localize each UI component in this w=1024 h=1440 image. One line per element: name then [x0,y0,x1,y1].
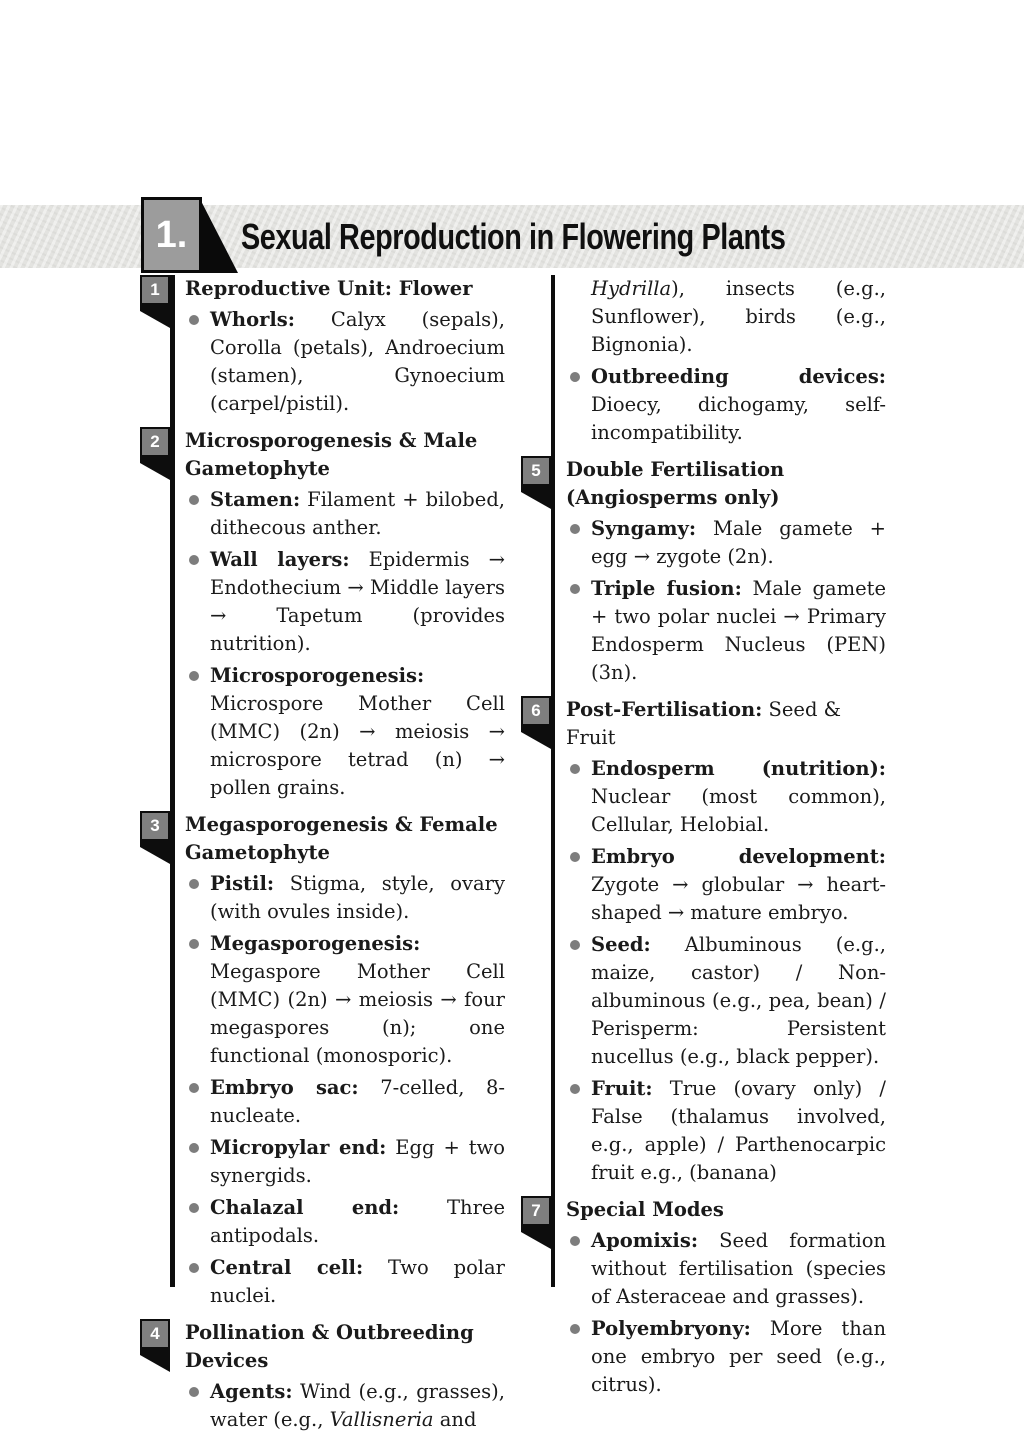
item-text [210,308,505,415]
item-text [210,664,505,799]
bullet-icon [570,940,580,950]
section-heading [185,427,505,483]
text-segment: Stamen: [210,488,301,511]
text-segment: and [433,1408,477,1431]
text-segment: Wall layers: [210,548,350,571]
section-heading [566,696,886,752]
right-column [531,275,886,1396]
text-segment: Two polar nuclei. [210,1256,505,1307]
chapter-number-badge: 1. [141,197,202,273]
section-heading [566,456,886,512]
list-item [566,363,886,447]
list-item [566,931,886,1071]
section-number-badge: 4 [140,1319,170,1349]
list-item [566,1227,886,1311]
text-segment: Chalazal end: [210,1196,400,1219]
item-text [210,1256,505,1307]
text-segment: Hydrilla [591,277,672,300]
section [150,275,505,418]
item-text [210,548,505,655]
bullet-icon [189,939,199,949]
list-item [185,1378,505,1434]
text-segment: Microsporogenesis: [210,664,425,687]
bullet-icon [570,584,580,594]
text-segment: Pollination & Outbreeding Devices [185,1321,474,1372]
text-segment: Male gamete + two polar nuclei → Primary Endosperm Nucleus (PEN) (3n). [591,577,886,684]
bullet-icon [189,671,199,681]
text-segment: Wind (e.g., grasses), water (e.g., [210,1380,505,1431]
text-segment: Embryo sac: [210,1076,359,1099]
list-item [185,870,505,926]
list-item [185,1254,505,1310]
list-item [566,1075,886,1187]
item-text [591,757,886,836]
text-segment: Stigma, style, ovary (with ovules inside). [210,872,505,923]
text-segment: Agents: [210,1380,293,1403]
text-segment: Megaspore Mother Cell (MMC) (2n) → meiosis → four megaspores (n); one functional (monosporic). [210,960,505,1067]
section [150,811,506,1310]
text-segment: Seed & Fruit [566,698,842,749]
list-item [185,1194,505,1250]
item-text [591,577,886,684]
item-text [210,1380,505,1431]
text-segment: Microspore Mother Cell (MMC) (2n) → meiosis → microspore tetrad (n) → pollen grains. [210,692,505,799]
section-number-badge: 5 [521,456,551,486]
text-segment: Special Modes [566,1198,724,1221]
section [531,1196,886,1399]
section-number-badge: 1 [140,275,170,305]
text-segment: Megasporogenesis & Female Gametophyte [185,813,498,864]
text-segment: Syngamy: [591,517,697,540]
text-segment: Nuclear (most common), Cellular, Helobial. [591,785,886,836]
section-number-badge: 7 [521,1196,551,1226]
list-item [185,1074,505,1130]
text-segment: Vallisneria [329,1408,434,1431]
list-item [185,546,505,658]
text-segment: Reproductive Unit: Flower [185,277,473,300]
item-text [591,277,886,356]
section-heading [185,811,505,867]
text-segment: Three antipodals. [210,1196,505,1247]
text-segment: Polyembryony: [591,1317,751,1340]
item-text [210,872,505,923]
bullet-icon [570,1324,580,1334]
section-number-badge: 6 [521,696,551,726]
item-text [591,845,886,924]
text-segment: Post-Fertilisation: [566,698,763,721]
item-text [210,1076,505,1127]
bullet-icon [189,1203,199,1213]
item-text [591,1229,886,1308]
text-segment: Seed formation without fertilisation (species of Asteraceae and grasses). [591,1229,886,1308]
list-item [185,1134,505,1190]
text-segment: Calyx (sepals), Corolla (petals), Androecium (stamen), Gynoecium (carpel/pistil). [210,308,505,415]
item-text [591,933,886,1068]
bullet-icon [189,1387,199,1397]
bullet-icon [189,879,199,889]
section [531,696,886,1187]
text-segment: Embryo development: [591,845,886,868]
bullet-icon [570,372,580,382]
item-text [210,932,505,1067]
bullet-icon [189,1083,199,1093]
badge-fold-icon [521,484,551,509]
section-heading [185,1319,505,1375]
list-item [185,486,505,542]
bullet-icon [189,315,199,325]
text-segment: Egg + two synergids. [210,1136,505,1187]
text-segment: Dioecy, dichogamy, self-incompatibility. [591,393,886,444]
badge-fold-icon [521,724,551,749]
text-segment: Zygote → globular → heart-shaped → mature embryo. [591,873,886,924]
text-segment: Albuminous (e.g., maize, castor) / Non-albuminous (e.g., pea, bean) / Perisperm: Persistent nucellus (e.g., black pepper). [591,933,886,1068]
list-item [185,306,505,418]
text-segment: Outbreeding devices: [591,365,886,388]
text-segment: Micropylar end: [210,1136,387,1159]
text-segment: Seed: [591,933,651,956]
text-segment: Double Fertilisation (Angiosperms only) [566,458,785,509]
text-segment: Megasporogenesis: [210,932,421,955]
chapter-title: Sexual Reproduction in Flowering Plants [241,215,786,257]
bullet-icon [570,524,580,534]
section [150,1319,505,1434]
item-text [210,1196,505,1247]
continuation-paragraph [566,275,886,359]
bullet-icon [189,1143,199,1153]
text-segment: Fruit: [591,1077,653,1100]
text-segment: Pistil: [210,872,275,895]
bullet-icon [189,495,199,505]
section [150,427,505,802]
badge-fold-icon [140,455,170,480]
text-segment: Filament + bilobed, dithecous anther. [210,488,505,539]
text-segment: Microsporogenesis & Male Gametophyte [185,429,478,480]
text-segment: Triple fusion: [591,577,742,600]
section [531,456,886,687]
badge-fold-icon [140,1347,170,1372]
list-item [566,755,886,839]
item-text [591,517,886,568]
left-column [150,275,506,1431]
bullet-icon [570,764,580,774]
text-segment: 7-celled, 8-nucleate. [210,1076,506,1127]
section [566,275,886,447]
item-text [591,1317,886,1396]
badge-fold-icon [521,1224,551,1249]
list-item [566,575,886,687]
list-item [566,843,886,927]
item-text [591,1077,886,1184]
badge-fold-icon [140,303,170,328]
section-heading [185,275,505,303]
text-segment: More than one embryo per seed (e.g., citrus). [591,1317,886,1396]
item-text [591,365,886,444]
text-segment: Whorls: [210,308,295,331]
bullet-icon [570,1236,580,1246]
list-item [566,515,886,571]
badge-fold-icon [140,839,170,864]
section-heading [566,1196,886,1224]
text-segment: ), insects (e.g., Sunflower), birds (e.g., Bignonia). [591,277,886,356]
section-number-badge: 3 [140,811,170,841]
item-text [210,1136,505,1187]
bullet-icon [570,852,580,862]
section-number-badge: 2 [140,427,170,457]
list-item [185,662,505,802]
text-segment: True (ovary only) / False (thalamus involved, e.g., apple) / Parthenocarpic fruit e.g., (banana) [591,1077,886,1184]
text-segment: Male gamete + egg → zygote (2n). [591,517,886,568]
bullet-icon [570,1084,580,1094]
bullet-icon [189,555,199,565]
text-segment: Apomixis: [591,1229,699,1252]
list-item [566,1315,886,1399]
text-segment: Central cell: [210,1256,364,1279]
bullet-icon [189,1263,199,1273]
item-text [210,488,505,539]
list-item [185,930,505,1070]
text-segment: Epidermis → Endothecium → Middle layers → Tapetum (provides nutrition). [210,548,505,655]
text-segment: Endosperm (nutrition): [591,757,886,780]
